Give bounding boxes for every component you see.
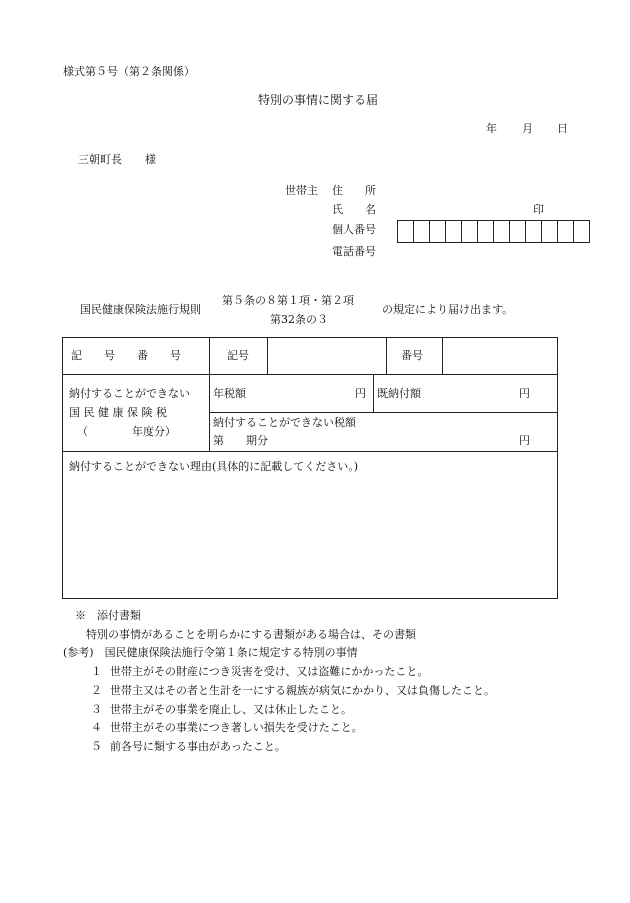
note-item-text: 世帯主又はその者と生計を一にする親族が病気にかかり、又は負傷したこと。 bbox=[110, 684, 495, 697]
paid-amount-label: 既納付額 bbox=[377, 387, 421, 400]
form-number: 様式第５号（第２条関係） bbox=[63, 65, 195, 78]
addressee-name: 三朝町長 bbox=[78, 153, 122, 166]
phone-label: 電話番号 bbox=[332, 245, 376, 258]
table-rule bbox=[373, 374, 374, 412]
note-item-number: ５ bbox=[91, 740, 102, 753]
digit-box[interactable] bbox=[557, 220, 574, 243]
reason-field[interactable] bbox=[65, 478, 553, 596]
digit-box[interactable] bbox=[493, 220, 510, 243]
annual-tax-yen: 円 bbox=[355, 387, 366, 400]
note-item-text: 世帯主がその事業につき著しい損失を受けたこと。 bbox=[110, 721, 363, 734]
regulation-law: 国民健康保険法施行規則 bbox=[80, 303, 201, 316]
table-rule bbox=[63, 451, 557, 452]
note-item-number: ２ bbox=[91, 684, 102, 697]
table-rule bbox=[209, 338, 210, 451]
address-label: 住 所 bbox=[332, 184, 376, 197]
name-label: 氏 名 bbox=[332, 203, 376, 216]
date-day: 日 bbox=[557, 122, 568, 135]
bangou-field[interactable] bbox=[444, 342, 554, 370]
my-number-boxes[interactable] bbox=[398, 220, 590, 243]
reference-heading: (参考) 国民健康保険法施行令第１条に規定する特別の事情 bbox=[63, 646, 358, 659]
symbol-number-label: 記 号 番 号 bbox=[71, 349, 181, 362]
note-item-number: １ bbox=[91, 665, 102, 678]
digit-box[interactable] bbox=[461, 220, 478, 243]
digit-box[interactable] bbox=[509, 220, 526, 243]
regulation-article-2: 第32条の３ bbox=[270, 313, 328, 326]
table-rule bbox=[386, 338, 387, 374]
table-rule bbox=[442, 338, 443, 374]
digit-box[interactable] bbox=[413, 220, 430, 243]
digit-box[interactable] bbox=[541, 220, 558, 243]
unpaid-amount-yen: 円 bbox=[519, 434, 530, 447]
digit-box[interactable] bbox=[477, 220, 494, 243]
note-item-number: ４ bbox=[91, 721, 102, 734]
household-head-label: 世帯主 bbox=[285, 184, 318, 197]
attachment-heading: ※ 添付書類 bbox=[75, 609, 141, 622]
regulation-tail: の規定により届け出ます。 bbox=[382, 303, 514, 316]
addressee-honorific: 様 bbox=[145, 153, 156, 166]
digit-box[interactable] bbox=[445, 220, 462, 243]
form-table bbox=[62, 337, 558, 599]
digit-box[interactable] bbox=[429, 220, 446, 243]
digit-box[interactable] bbox=[525, 220, 542, 243]
attachment-text: 特別の事情があることを明らかにする書類がある場合は、その書類 bbox=[86, 628, 416, 641]
table-rule bbox=[210, 412, 557, 413]
paid-amount-yen: 円 bbox=[519, 387, 530, 400]
form-title: 特別の事情に関する届 bbox=[258, 93, 379, 107]
unpaid-tax-label-1: 納付することができない bbox=[69, 387, 190, 400]
unpaid-tax-label-2: 国 民 健 康 保 険 税 bbox=[69, 406, 167, 419]
seal-mark: 印 bbox=[533, 203, 544, 216]
reason-label: 納付することができない理由(具体的に記載してください。) bbox=[69, 460, 359, 473]
digit-box[interactable] bbox=[573, 220, 590, 243]
unpaid-amount-label: 納付することができない税額 bbox=[213, 416, 356, 429]
note-item-text: 前各号に類する事由があったこと。 bbox=[110, 740, 286, 753]
table-rule bbox=[63, 374, 557, 375]
date-month: 月 bbox=[522, 122, 533, 135]
bangou-label: 番号 bbox=[401, 349, 423, 362]
kigou-label: 記号 bbox=[227, 349, 249, 362]
note-item-text: 世帯主がその財産につき災害を受け、又は盗難にかかったこと。 bbox=[110, 665, 429, 678]
annual-tax-label: 年税額 bbox=[213, 387, 246, 400]
date-year: 年 bbox=[486, 122, 497, 135]
kigou-field[interactable] bbox=[268, 342, 385, 370]
fiscal-year-label: （ 年度分） bbox=[77, 425, 176, 438]
my-number-label: 個人番号 bbox=[332, 223, 376, 236]
regulation-article-1: 第５条の８第１項・第２項 bbox=[222, 294, 354, 307]
note-item-number: ３ bbox=[91, 703, 102, 716]
installment-period-label: 第 期分 bbox=[213, 434, 268, 447]
digit-box[interactable] bbox=[397, 220, 414, 243]
note-item-text: 世帯主がその事業を廃止し、又は休止したこと。 bbox=[110, 703, 352, 716]
